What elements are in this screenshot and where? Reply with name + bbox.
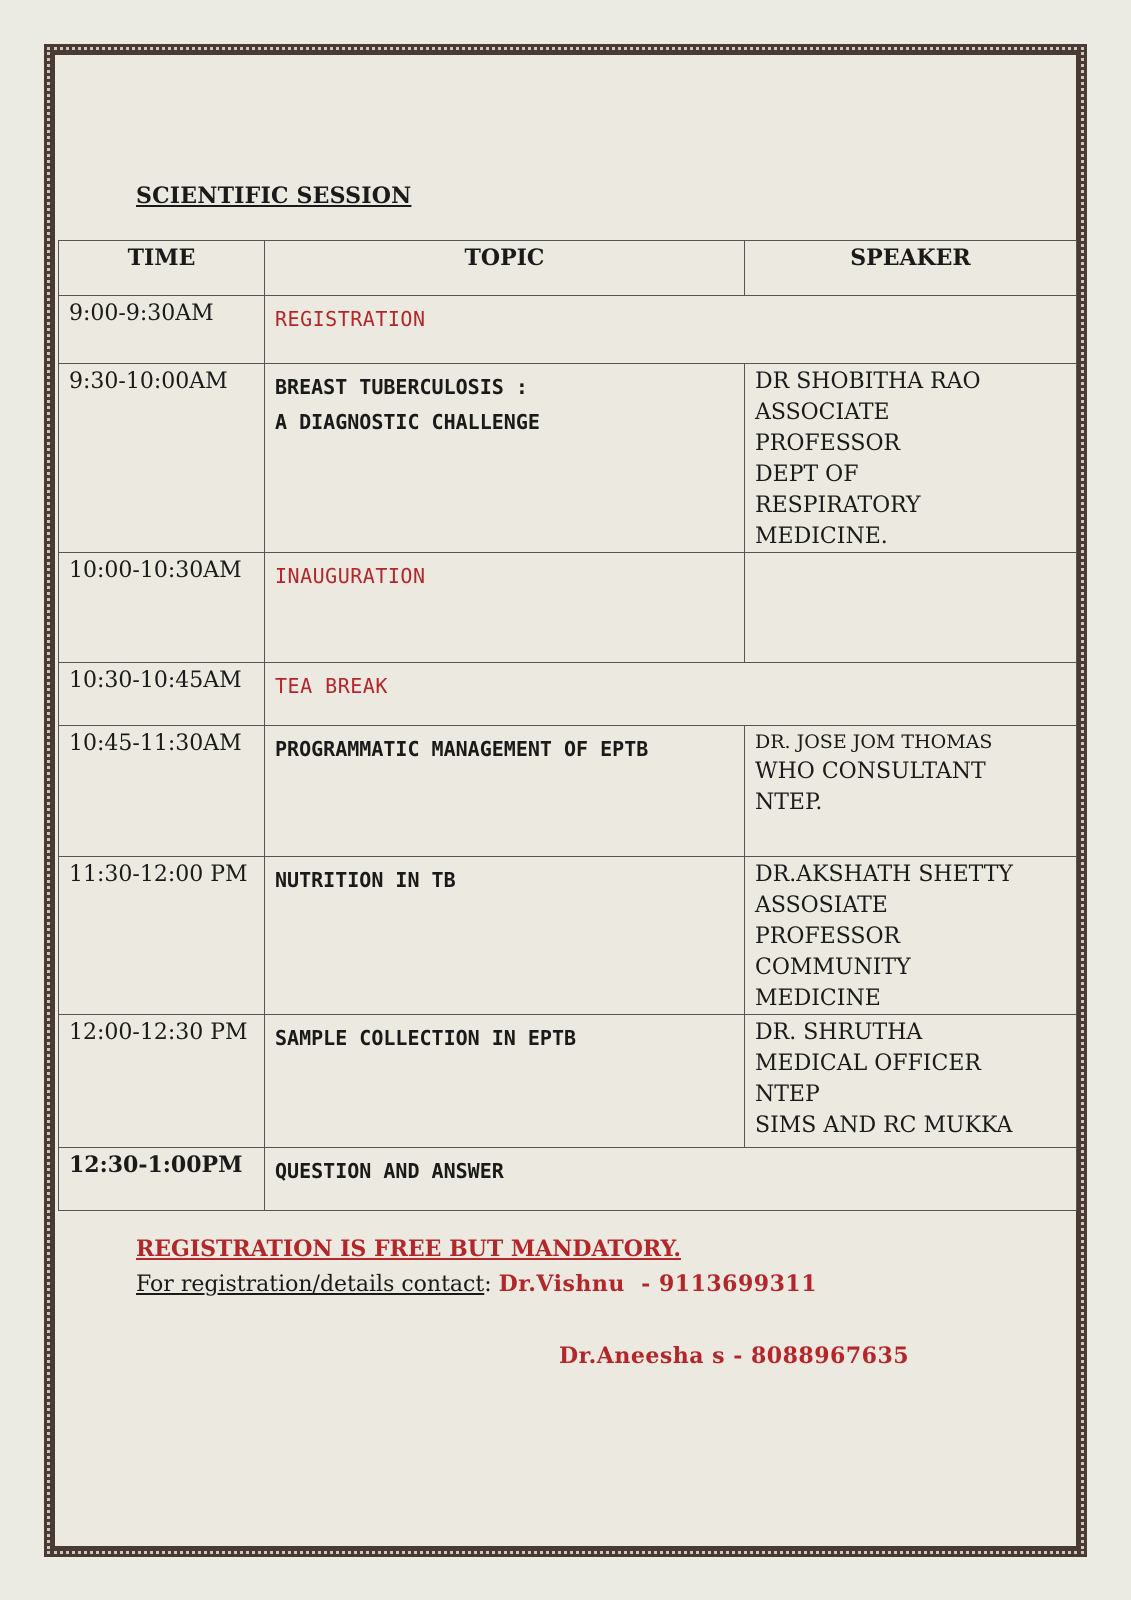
row-speaker	[745, 553, 1077, 663]
row-time: 12:00-12:30 PM	[59, 1015, 265, 1148]
row-time: 9:00-9:30AM	[59, 296, 265, 364]
contact-label: For registration/details contact	[136, 1272, 485, 1297]
row-topic	[265, 1015, 745, 1148]
topic-line: BREAST TUBERCULOSIS :	[275, 375, 528, 399]
schedule-table	[58, 240, 1077, 1211]
row-time: 12:30-1:00PM	[59, 1148, 265, 1211]
row-time	[59, 553, 265, 663]
row-topic	[265, 726, 745, 857]
topic-line: REGISTRATION	[275, 307, 426, 331]
table-row	[59, 364, 1077, 553]
row-topic	[265, 663, 1077, 726]
row-time: 10:45-11:30AM	[59, 726, 265, 857]
row-topic	[265, 1148, 1077, 1211]
topic-line: A DIAGNOSTIC CHALLENGE	[275, 410, 540, 434]
topic-line: NUTRITION IN TB	[275, 868, 456, 892]
speaker-line: MEDICINE	[755, 986, 881, 1011]
table-row	[59, 857, 1077, 1015]
topic-line: PROGRAMMATIC MANAGEMENT OF EPTB	[275, 737, 649, 761]
row-speaker	[745, 726, 1077, 857]
table-row	[59, 553, 1077, 663]
table-header-row	[59, 241, 1077, 296]
speaker-line: MEDICAL OFFICER	[755, 1051, 981, 1076]
contact-separator: :	[484, 1272, 499, 1297]
header-time: TIME	[59, 241, 265, 296]
table-row	[59, 1148, 1077, 1211]
speaker-line: PROFESSOR	[755, 924, 901, 949]
speaker-line: COMMUNITY	[755, 955, 911, 980]
contact-line	[136, 1271, 817, 1297]
row-time: 11:30-12:00 PM	[59, 857, 265, 1015]
header-speaker: SPEAKER	[745, 241, 1077, 296]
row-topic	[265, 857, 745, 1015]
header-topic: TOPIC	[265, 241, 745, 296]
speaker-line: NTEP.	[755, 790, 823, 815]
registration-notice: REGISTRATION IS FREE BUT MANDATORY.	[136, 1236, 682, 1262]
row-speaker	[745, 364, 1077, 553]
topic-line: QUESTION AND ANSWER	[275, 1159, 504, 1183]
table-row	[59, 296, 1077, 364]
speaker-line: MEDICINE.	[755, 524, 888, 549]
speaker-line: DR. JOSE JOM THOMAS	[755, 731, 993, 753]
speaker-line: SIMS AND RC MUKKA	[755, 1113, 1013, 1138]
speaker-line: RESPIRATORY	[755, 493, 921, 518]
contact-primary: Dr.Vishnu - 9113699311	[498, 1271, 818, 1297]
row-time: 9:30-10:00AM	[59, 364, 265, 553]
row-speaker	[745, 1015, 1077, 1148]
row-topic	[265, 296, 1077, 364]
row-topic	[265, 553, 745, 663]
speaker-line: DEPT OF	[755, 462, 859, 487]
table-row	[59, 726, 1077, 857]
speaker-line: NTEP	[755, 1082, 820, 1107]
speaker-line: PROFESSOR	[755, 431, 901, 456]
row-topic	[265, 364, 745, 553]
speaker-line: ASSOCIATE	[755, 400, 890, 425]
topic-line: TEA BREAK	[275, 674, 388, 698]
topic-line: INAUGURATION	[275, 564, 426, 588]
speaker-line: WHO CONSULTANT	[755, 759, 986, 784]
page-title: SCIENTIFIC SESSION	[136, 183, 412, 209]
speaker-line: DR SHOBITHA RAO	[755, 369, 981, 394]
table-row	[59, 1015, 1077, 1148]
speaker-line: DR.AKSHATH SHETTY	[755, 862, 1013, 887]
speaker-line: DR. SHRUTHA	[755, 1020, 923, 1045]
topic-line: SAMPLE COLLECTION IN EPTB	[275, 1026, 577, 1050]
contact-secondary: Dr.Aneesha s - 8088967635	[559, 1343, 910, 1369]
speaker-line: ASSOSIATE	[755, 893, 888, 918]
time-text: 10:00-10:30AM	[69, 558, 242, 583]
row-speaker	[745, 857, 1077, 1015]
row-time: 10:30-10:45AM	[59, 663, 265, 726]
page-border-frame	[44, 44, 1087, 1557]
table-row	[59, 663, 1077, 726]
